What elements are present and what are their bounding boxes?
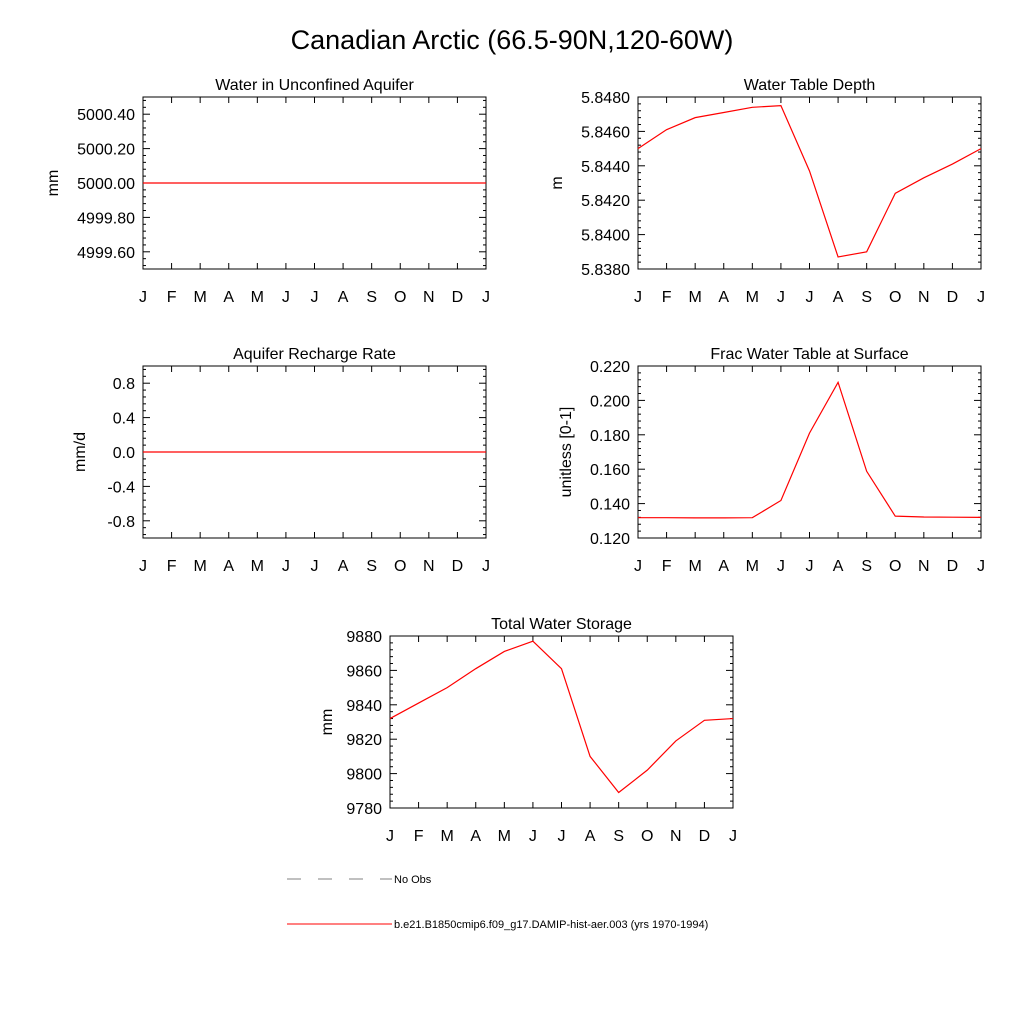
x-tick-label: M bbox=[497, 828, 511, 845]
x-tick-label: J bbox=[805, 289, 814, 306]
legend-label: b.e21.B1850cmip6.f09_g17.DAMIP-hist-aer.003 (yrs 1970-1994) bbox=[394, 919, 709, 931]
x-tick-label: M bbox=[250, 558, 264, 575]
x-tick-label: A bbox=[223, 558, 235, 575]
x-tick-label: O bbox=[641, 828, 654, 845]
x-tick-label: D bbox=[698, 828, 711, 845]
plot-frame bbox=[638, 366, 981, 538]
chart-panel-5 bbox=[319, 616, 737, 845]
x-tick-label: J bbox=[281, 289, 290, 306]
panels bbox=[45, 77, 985, 845]
x-tick-label: M bbox=[688, 289, 702, 306]
y-tick-label: 5.8420 bbox=[581, 193, 630, 211]
x-tick-label: J bbox=[528, 828, 537, 845]
x-tick-label: N bbox=[918, 289, 930, 306]
x-tick-label: O bbox=[394, 289, 407, 306]
y-tick-label: 9840 bbox=[346, 697, 382, 715]
x-tick-label: M bbox=[745, 558, 759, 575]
x-tick-label: A bbox=[337, 558, 349, 575]
y-tick-label: 0.0 bbox=[112, 445, 135, 462]
x-tick-label: J bbox=[776, 289, 785, 306]
y-tick-label: 5.8440 bbox=[581, 158, 630, 176]
x-tick-label: J bbox=[557, 828, 566, 845]
x-tick-label: J bbox=[310, 558, 319, 575]
y-tick-label: 5.8480 bbox=[581, 90, 630, 107]
y-tick-label: 4999.80 bbox=[77, 210, 135, 228]
series-line bbox=[638, 106, 981, 257]
chart-title: Frac Water Table at Surface bbox=[710, 346, 909, 363]
x-tick-label: S bbox=[366, 289, 378, 306]
y-tick-label: 5.8400 bbox=[581, 227, 630, 245]
x-tick-label: J bbox=[386, 828, 394, 845]
legend-entry-2 bbox=[287, 919, 708, 931]
y-tick-label: 5000.40 bbox=[77, 107, 135, 125]
y-tick-label: 0.140 bbox=[589, 496, 630, 514]
chart-title: Water Table Depth bbox=[743, 77, 876, 94]
y-tick-label: 0.180 bbox=[589, 427, 630, 445]
y-tick-label: 0.200 bbox=[589, 393, 630, 411]
x-tick-label: F bbox=[661, 558, 672, 575]
x-tick-label: J bbox=[977, 289, 985, 306]
x-tick-label: M bbox=[193, 289, 207, 306]
y-tick-label: 0.120 bbox=[589, 531, 630, 548]
y-tick-label: 5000.20 bbox=[77, 141, 135, 159]
x-tick-label: J bbox=[139, 289, 147, 306]
chart-panel-4 bbox=[558, 346, 985, 575]
x-tick-label: A bbox=[223, 289, 235, 306]
x-tick-label: S bbox=[861, 558, 873, 575]
x-tick-label: O bbox=[889, 289, 902, 306]
y-tick-label: -0.4 bbox=[107, 479, 135, 497]
y-tick-label: 0.8 bbox=[112, 376, 135, 394]
x-tick-label: F bbox=[166, 289, 177, 306]
chart-title: Total Water Storage bbox=[491, 616, 632, 633]
x-tick-label: A bbox=[470, 828, 482, 845]
x-tick-label: D bbox=[451, 289, 464, 306]
x-tick-label: N bbox=[423, 558, 435, 575]
x-tick-label: F bbox=[413, 828, 424, 845]
legend-entry-1 bbox=[287, 874, 432, 886]
y-axis-label: mm/d bbox=[72, 432, 89, 472]
x-tick-label: D bbox=[946, 289, 959, 306]
x-tick-label: A bbox=[832, 558, 844, 575]
x-tick-label: A bbox=[584, 828, 596, 845]
y-tick-label: 9860 bbox=[346, 663, 382, 681]
chart-panel-3 bbox=[72, 346, 490, 575]
y-axis-label: mm bbox=[319, 708, 336, 736]
legend-label: No Obs bbox=[394, 874, 432, 886]
x-tick-label: J bbox=[310, 289, 319, 306]
y-tick-label: 9880 bbox=[346, 629, 382, 646]
x-tick-label: J bbox=[139, 558, 147, 575]
x-tick-label: D bbox=[451, 558, 464, 575]
x-tick-label: M bbox=[193, 558, 207, 575]
series-line bbox=[638, 382, 981, 518]
y-tick-label: 0.4 bbox=[112, 410, 135, 428]
x-tick-label: J bbox=[482, 558, 490, 575]
x-tick-label: M bbox=[250, 289, 264, 306]
x-tick-label: N bbox=[670, 828, 682, 845]
x-tick-label: J bbox=[805, 558, 814, 575]
y-tick-label: 5000.00 bbox=[77, 176, 135, 193]
x-tick-label: S bbox=[366, 558, 378, 575]
y-tick-label: 5.8380 bbox=[581, 262, 630, 279]
x-tick-label: M bbox=[745, 289, 759, 306]
y-tick-label: 9800 bbox=[346, 766, 382, 784]
y-tick-label: 5.8460 bbox=[581, 124, 630, 142]
x-tick-label: M bbox=[440, 828, 454, 845]
y-tick-label: 4999.60 bbox=[77, 244, 135, 262]
legend bbox=[287, 874, 708, 931]
x-tick-label: A bbox=[718, 558, 730, 575]
chart-title: Water in Unconfined Aquifer bbox=[215, 77, 414, 94]
x-tick-label: J bbox=[634, 289, 642, 306]
x-tick-label: A bbox=[718, 289, 730, 306]
x-tick-label: F bbox=[661, 289, 672, 306]
x-tick-label: N bbox=[918, 558, 930, 575]
plot-frame bbox=[638, 97, 981, 269]
x-tick-label: J bbox=[729, 828, 737, 845]
chart-title: Aquifer Recharge Rate bbox=[233, 346, 396, 363]
x-tick-label: S bbox=[613, 828, 625, 845]
series-line bbox=[390, 641, 733, 792]
x-tick-label: A bbox=[832, 289, 844, 306]
x-tick-label: F bbox=[166, 558, 177, 575]
y-axis-label: unitless [0-1] bbox=[558, 406, 575, 498]
x-tick-label: O bbox=[889, 558, 902, 575]
x-tick-label: J bbox=[281, 558, 290, 575]
x-tick-label: O bbox=[394, 558, 407, 575]
plot-frame bbox=[390, 636, 733, 808]
chart-panel-2 bbox=[549, 77, 985, 306]
x-tick-label: J bbox=[776, 558, 785, 575]
x-tick-label: N bbox=[423, 289, 435, 306]
y-tick-label: 0.160 bbox=[589, 462, 630, 480]
x-tick-label: D bbox=[946, 558, 959, 575]
y-tick-label: 0.220 bbox=[589, 359, 630, 376]
y-axis-label: m bbox=[549, 176, 566, 190]
x-tick-label: J bbox=[482, 289, 490, 306]
figure-title: Canadian Arctic (66.5-90N,120-60W) bbox=[290, 25, 734, 55]
y-tick-label: 9780 bbox=[346, 801, 382, 818]
x-tick-label: A bbox=[337, 289, 349, 306]
y-axis-label: mm bbox=[45, 169, 62, 197]
y-tick-label: 9820 bbox=[346, 732, 382, 750]
y-tick-label: -0.8 bbox=[107, 513, 135, 531]
chart-panel-1 bbox=[45, 77, 490, 306]
x-tick-label: J bbox=[634, 558, 642, 575]
x-tick-label: S bbox=[861, 289, 873, 306]
x-tick-label: J bbox=[977, 558, 985, 575]
x-tick-label: M bbox=[688, 558, 702, 575]
